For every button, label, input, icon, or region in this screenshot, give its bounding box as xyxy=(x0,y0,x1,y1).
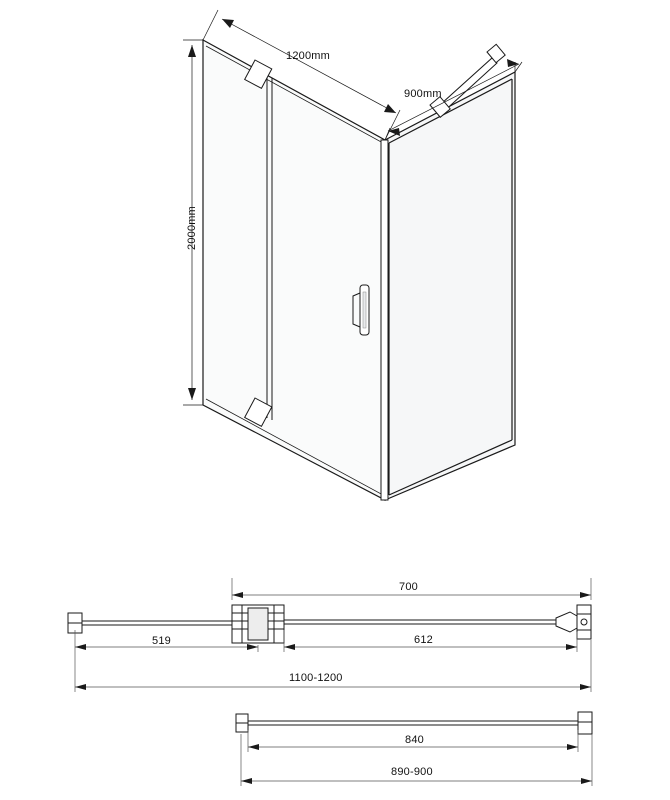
plan-fixed-panel xyxy=(82,621,232,625)
label-plan-700: 700 xyxy=(399,581,418,593)
label-plan-612: 612 xyxy=(414,634,433,646)
plan-door-leaf xyxy=(284,620,556,624)
plan-hinge-assembly xyxy=(232,605,284,643)
label-depth-900: 900mm xyxy=(404,88,442,100)
plan-door-end xyxy=(556,612,577,632)
glass-panels xyxy=(203,40,515,500)
label-plan-overall: 1100-1200 xyxy=(289,672,343,684)
label-plan-519: 519 xyxy=(152,635,171,647)
dimension-1100-1200 xyxy=(75,640,591,692)
plan-right-post xyxy=(577,605,591,639)
perspective-view xyxy=(183,10,522,500)
plan-side-right-bracket xyxy=(578,712,592,734)
label-side-840: 840 xyxy=(405,734,424,746)
plan-side-left-bracket xyxy=(236,714,248,732)
label-width-1200: 1200mm xyxy=(286,50,330,62)
corner-post xyxy=(381,140,388,500)
label-side-overall: 890-900 xyxy=(391,766,433,778)
label-height-2000: 2000mm xyxy=(186,206,198,250)
plan-side-panel xyxy=(248,721,578,725)
